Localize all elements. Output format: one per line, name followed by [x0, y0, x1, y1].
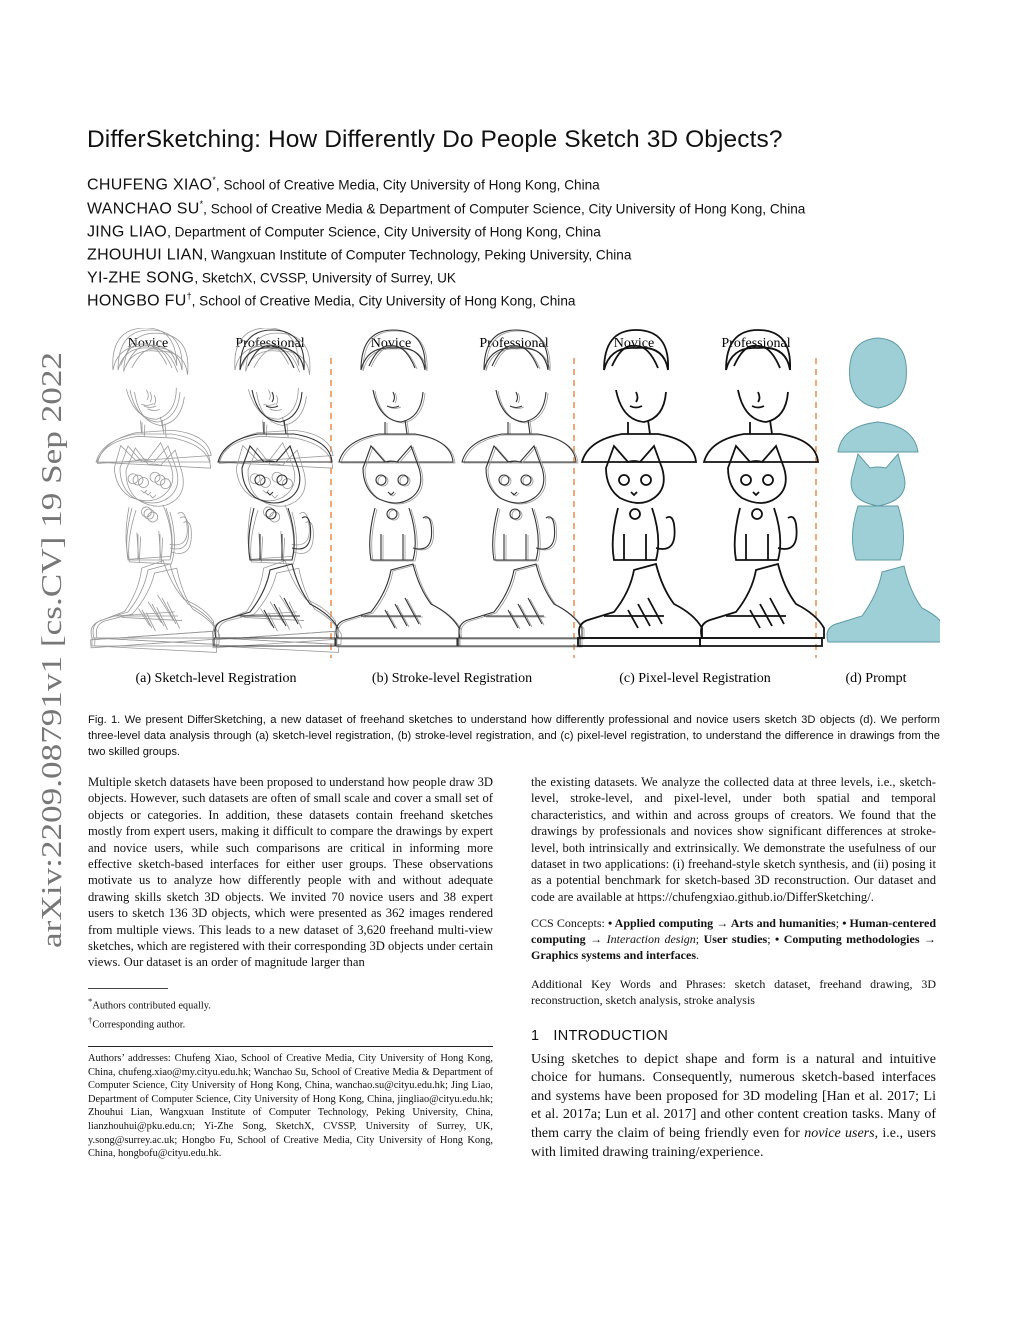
- column-header: Professional: [235, 336, 305, 351]
- sketch-shoe-col-2: [207, 557, 344, 652]
- prompt-cat: [851, 454, 905, 560]
- intro-text-a: Using sketches to depict shape and form is a natural and intuitive choice for humans. Consequently, numerous sketch-based interfaces and systems have been proposed for 3D modeling [Han et al. 2017; Li et al. 2017a; Lun et al. 2017] and other content creation tasks. Many of them carry the claim of being friendly even for: [531, 1051, 936, 1142]
- sketch-shoe-col-6: [700, 564, 824, 646]
- column-header: Novice: [370, 336, 412, 351]
- panel-label: (d) Prompt: [845, 671, 907, 686]
- footnote-1: [88, 994, 493, 1013]
- address-rule: [88, 1046, 493, 1047]
- footnote-mark: †: [88, 1015, 93, 1026]
- ccs-lead: CCS Concepts:: [531, 916, 608, 931]
- panel-labels: [136, 671, 907, 686]
- ccs-sep: →: [585, 932, 607, 947]
- author-name: CHUFENG XIAO: [87, 176, 213, 194]
- column-header: Novice: [613, 336, 655, 351]
- right-column: [531, 774, 936, 1162]
- sketch-cat-col-6: [728, 446, 797, 560]
- ccs-sep: ;: [835, 916, 843, 931]
- intro-paragraph: [531, 1051, 936, 1163]
- ccs-applied: • Applied computing → Arts and humanities: [607, 916, 836, 931]
- teaser-figure: [88, 328, 940, 696]
- ccs-sep: ;: [767, 932, 776, 947]
- footnote-2: [88, 1013, 493, 1032]
- section-number: 1: [531, 1028, 540, 1045]
- author-line: [87, 291, 575, 310]
- author-line: [87, 199, 805, 218]
- author-affiliation: , SketchX, CVSSP, University of Surrey, UK: [194, 270, 456, 286]
- ccs-interaction-design: Interaction design: [606, 932, 696, 947]
- author-line: [87, 222, 601, 241]
- intro-text-em: novice users: [804, 1126, 875, 1142]
- section-heading-introduction: [531, 1028, 936, 1044]
- sketch-girl-col-1: [88, 328, 217, 468]
- prompt-girl: [838, 338, 918, 452]
- sketch-shoe-col-3: [335, 564, 461, 647]
- author-addresses: [88, 1046, 493, 1161]
- sketch-shoe-col-4: [458, 564, 584, 647]
- figure-caption: Fig. 1. We present DifferSketching, a new dataset of freehand sketches to understand how differently professional and novice users sketch 3D objects (d). We perform three-level data analysis through (a) sketch-level registration, (b) stroke-level registration, and (c) pixel-level registration, to understand the difference in drawings from the two skilled groups.: [88, 714, 940, 758]
- author-mark: *: [199, 199, 204, 209]
- author-line: [87, 268, 456, 287]
- author-name: HONGBO FU: [87, 292, 187, 310]
- ccs-user-studies: User studies: [703, 932, 768, 947]
- arxiv-stamp: [28, 350, 70, 950]
- column-header: Professional: [479, 336, 549, 351]
- footnote-text: Authors contributed equally.: [92, 1000, 211, 1012]
- column-header: Novice: [127, 336, 169, 351]
- section-title: INTRODUCTION: [553, 1028, 669, 1045]
- author-affiliation: , Wangxuan Institute of Computer Technology, Peking University, China: [203, 247, 632, 263]
- footnote-rule: [88, 988, 168, 989]
- ccs-computing: • Computing methodologies → Graphics systems and interfaces: [531, 932, 936, 963]
- footnotes: [88, 988, 493, 1033]
- author-name: YI-ZHE SONG: [87, 269, 195, 287]
- sketch-girl-col-2: [210, 328, 339, 468]
- sketch-cat-col-5: [606, 446, 675, 560]
- footnote-text: Corresponding author.: [92, 1019, 186, 1031]
- sketch-shoe-col-1: [88, 557, 223, 652]
- ccs-hcc: • Human-centered computing: [531, 916, 936, 947]
- author-affiliation: , Department of Computer Science, City University of Hong Kong, China: [167, 224, 601, 240]
- author-name: ZHOUHUI LIAN: [87, 246, 204, 264]
- author-name: WANCHAO SU: [87, 200, 200, 218]
- arxiv-stamp-text: arXiv:2209.08791v1 [cs.CV] 19 Sep 2022: [37, 473, 68, 948]
- prompt-renders: [827, 338, 940, 642]
- author-line: [87, 175, 600, 194]
- prompt-shoe: [827, 566, 940, 642]
- left-column: [88, 774, 493, 971]
- keywords: Additional Key Words and Phrases: sketch dataset, freehand drawing, 3D reconstruction, sketch analysis, stroke analysis: [531, 977, 936, 1008]
- author-affiliation: , School of Creative Media & Department of Computer Science, City University of Hong Kong, China: [203, 201, 806, 217]
- footnote-mark: *: [88, 996, 93, 1006]
- panel-dividers: [331, 358, 816, 658]
- author-mark: *: [212, 175, 216, 185]
- addresses-text: Authors’ addresses: Chufeng Xiao, School of Creative Media, City University of Hong Kong, China, chufeng.xiao@my.cityu.edu.hk; Wanchao Su, School of Creative Media & Department of Computer Science, City University of Hong Kong, China, wanchao.su@cityu.edu.hk; Jing Liao, Department of Computer Science, City University of Hong Kong, China, jingliao@cityu.edu.hk; Zhouhui Lian, Wangxuan Institute of Computer Technology, Peking University, China, lianzhouhui@pku.edu.cn; Yi-Zhe Song, SketchX, CVSSP, University of Surrey, UK, y.song@surrey.ac.uk; Hongbo Fu, School of Creative Media, City University of Hong Kong, China, hongbofu@cityu.edu.hk.: [88, 1053, 493, 1160]
- panel-label: (b) Stroke-level Registration: [371, 671, 533, 686]
- abstract-right: the existing datasets. We analyze the collected data at three levels, i.e., sketch-level, stroke-level, and pixel-level, under both spatial and temporal characteristics, and within and across groups of creators. We found that the drawings by professionals and novices show significant differences at stroke-level, both intrinsically and extrinsically. We demonstrate the usefulness of our dataset in two applications: (i) freehand-style sketch synthesis, and (ii) posing it as a potential benchmark for sketch-based 3D reconstruction. Our dataset and code are available at https://chufengxiao.github.io/DifferSketching/.: [531, 775, 936, 904]
- author-affiliation: , School of Creative Media, City University of Hong Kong, China: [215, 177, 600, 193]
- author-name: JING LIAO: [87, 223, 168, 241]
- column-headers: [128, 336, 791, 351]
- panel-label: (c) Pixel-level Registration: [619, 671, 771, 686]
- ccs-sep: ;: [695, 932, 704, 947]
- column-header: Professional: [721, 336, 791, 351]
- ccs-end: .: [696, 948, 699, 963]
- author-mark: †: [186, 291, 192, 301]
- sketch-shoe-col-5: [578, 564, 702, 646]
- intro-text-b: , i.e., users with limited drawing training/experience.: [531, 1126, 936, 1160]
- author-affiliation: , School of Creative Media, City University of Hong Kong, China: [191, 293, 576, 309]
- author-line: [87, 245, 631, 264]
- paper-title: DifferSketching: How Differently Do People Sketch 3D Objects?: [87, 126, 783, 153]
- sketch-grid: [88, 328, 824, 653]
- ccs-concepts: [531, 915, 936, 963]
- panel-label: (a) Sketch-level Registration: [135, 671, 297, 686]
- abstract-left: Multiple sketch datasets have been proposed to understand how people draw 3D objects. However, such datasets are often of small scale and cover a small set of objects or categories. In addition, these datasets contain freehand sketches mostly from expert users, making it difficult to compare the drawings by expert and novice users, while such comparisons are critical in informing more effective sketch-based interfaces for either user groups. These observations motivate us to analyze how differently people with and without adequate drawing skills sketch 3D objects. We invited 70 novice users and 38 expert users to sketch 136 3D objects, which were presented as 362 images rendered from multiple views. This leads to a new dataset of 3,620 freehand multi-view sketches, which are registered with their corresponding 3D objects under certain views. Our dataset is an order of magnitude larger than: [88, 775, 493, 970]
